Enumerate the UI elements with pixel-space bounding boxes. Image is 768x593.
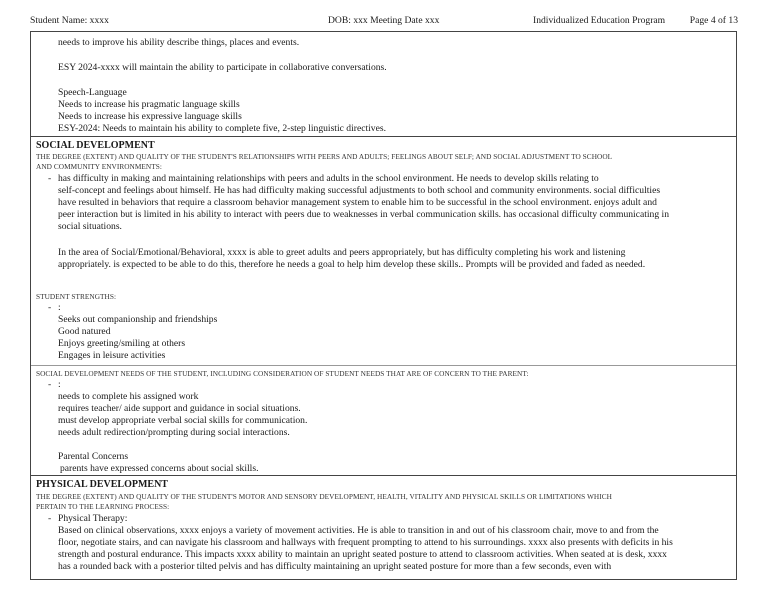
paragraph-line: has difficulty in making and maintaining relationships with peers and adults in the school environment. He needs to develop skills relating to (58, 173, 599, 184)
strength-item: Good natured (58, 326, 111, 337)
separator (31, 365, 736, 366)
needs-label: SOCIAL DEVELOPMENT NEEDS OF THE STUDENT, INCLUDING CONSIDERATION OF STUDENT NEEDS THAT ARE OF CONCERN TO THE PARENT: (36, 369, 529, 378)
student-name: Student Name: xxxx (30, 15, 109, 26)
paragraph-line: appropriately. is expected to be able to do this, therefore he needs a goal to help him develop these skills.. Prompts will be provided and faded as needed. (58, 259, 646, 270)
paragraph-line: self-concept and feelings about himself. He has had difficulty making successful adjustments to both school and community environments. social difficulties (58, 185, 661, 196)
paragraph-line: have resulted in behaviors that require a classroom behavior management system to enable him to be successful in the school environment. enjoys adult and (58, 197, 657, 208)
section-description: AND COMMUNITY ENVIRONMENTS: (36, 162, 162, 171)
paragraph-line: social situations. (58, 221, 122, 232)
text-line: needs to improve his ability describe things, places and events. (58, 37, 300, 48)
page-header (30, 15, 738, 29)
paragraph-line: has a rounded back with a posterior tilted pelvis and has difficulty maintaining an upright seated posture for more than a few seconds, even with (58, 561, 612, 572)
bullet-dash: - (48, 302, 52, 313)
strength-item: Seeks out companionship and friendships (58, 314, 218, 325)
physical-development-section (30, 476, 737, 580)
bullet-dash: - (48, 513, 52, 524)
need-item: needs to complete his assigned work (58, 391, 199, 402)
bullet-dash: - (48, 173, 52, 184)
text-line: ESY-2024: Needs to maintain his ability to complete five, 2-step linguistic directives. (58, 123, 386, 134)
text-line: Speech-Language (58, 87, 127, 98)
need-item: requires teacher/ aide support and guidance in social situations. (58, 403, 301, 414)
paragraph-line: Based on clinical observations, xxxx enjoys a variety of movement activities. He is able to transition in and out of his classroom chair, move to and from the (58, 525, 659, 536)
needs-colon: : (58, 379, 61, 390)
paragraph-line: In the area of Social/Emotional/Behavioral, xxxx is able to greet adults and peers appropriately, but has difficulty completing his work and listening (58, 247, 626, 258)
dob-meeting-date: DOB: xxx Meeting Date xxx (328, 15, 440, 26)
parental-concerns-text: parents have expressed concerns about social skills. (60, 463, 259, 474)
need-item: needs adult redirection/prompting during social interactions. (58, 427, 290, 438)
strengths-label: STUDENT STRENGTHS: (36, 292, 117, 301)
section-title: PHYSICAL DEVELOPMENT (36, 479, 168, 490)
text-line: Needs to increase his pragmatic language skills (58, 99, 240, 110)
text-line: Needs to increase his expressive language skills (58, 111, 242, 122)
communication-continuation-box (30, 31, 737, 137)
paragraph-line: strength and postural endurance. This impacts xxxx ability to maintain an upright seated posture to attend to classroom activities. When seated at is desk, xxxx (58, 549, 667, 560)
program-title: Individualized Education Program (533, 15, 666, 26)
strengths-colon: : (58, 302, 61, 313)
page-number: Page 4 of 13 (689, 15, 738, 26)
bullet-dash: - (48, 379, 52, 390)
parental-concerns-title: Parental Concerns (58, 451, 129, 462)
paragraph-line: peer interaction but is limited in his ability to interact with peers due to weaknesses in verbal communication skills. has occasional difficulty communicating in (58, 209, 670, 220)
text-line: ESY 2024-xxxx will maintain the ability to participate in collaborative conversations. (58, 62, 387, 73)
social-development-section (30, 137, 737, 476)
strength-item: Engages in leisure activities (58, 350, 166, 361)
need-item: must develop appropriate verbal social skills for communication. (58, 415, 308, 426)
physical-therapy-label: Physical Therapy: (58, 513, 128, 524)
section-title: SOCIAL DEVELOPMENT (36, 140, 155, 151)
paragraph-line: floor, negotiate stairs, and can navigate his classroom and hallways with frequent prompting to attend to his surroundings. xxxx also presents with deficits in his (58, 537, 673, 548)
section-description: THE DEGREE (EXTENT) AND QUALITY OF THE STUDENT'S RELATIONSHIPS WITH PEERS AND ADULTS; FEELINGS ABOUT SELF; AND SOCIAL ADJUSTMENT TO SCHOOL (36, 152, 613, 161)
strength-item: Enjoys greeting/smiling at others (58, 338, 186, 349)
section-description: THE DEGREE (EXTENT) AND QUALITY OF THE STUDENT'S MOTOR AND SENSORY DEVELOPMENT, HEALTH, VITALITY AND PHYSICAL SKILLS OR LIMITATIONS WHICH (36, 492, 612, 501)
section-description: PERTAIN TO THE LEARNING PROCESS: (36, 502, 170, 511)
